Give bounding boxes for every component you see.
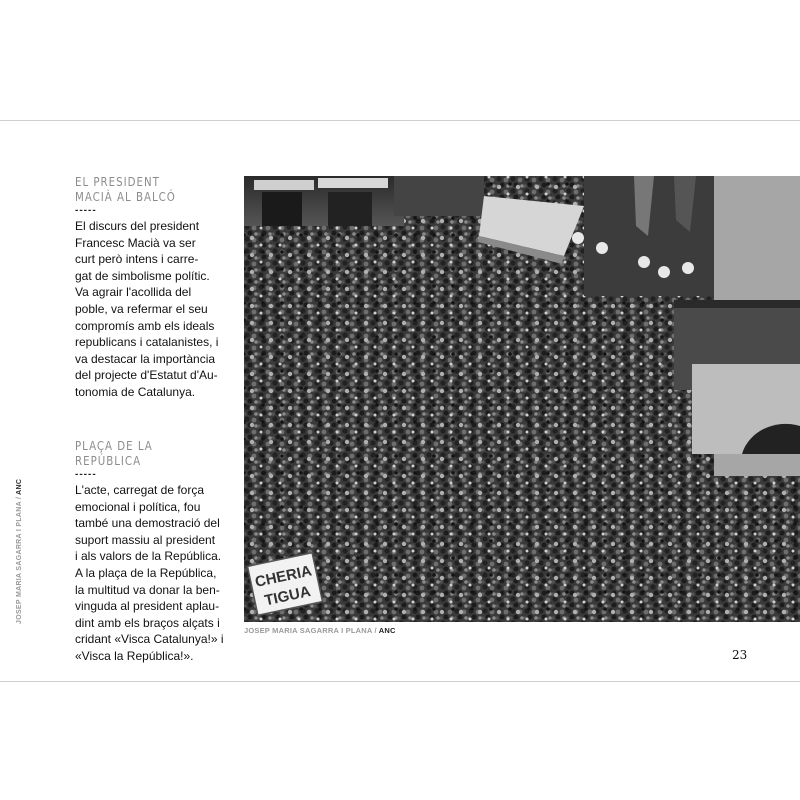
section-dashes: ----- [75,469,97,480]
watermark-text-2: TIGUA [263,583,313,610]
vertical-credit-author: JOSEP MARIA SAGARRA I PLANA / [16,494,23,624]
vertical-credit-source: ANC [16,478,23,495]
section-dashes: ----- [75,205,97,216]
section-body: El discurs del president Francesc Macià va ser curt però intens i carre- gat de simbolisme polític. Va agrair l'acollida del poble, va refermar el seu compromís amb els ideals republicans i catalanistes, i va destacar la importància del projecte d'Estatut d'Au- tonomia de Catalunya. [75,219,219,399]
section-republic-square [75,438,225,665]
page-bottom-edge [0,681,800,682]
photo-credit [244,626,396,635]
crowd-photo [244,176,800,622]
section-title: PLAÇA DE LA REPÚBLICA [75,438,153,468]
section-president-balcony [75,174,225,401]
page-number: 23 [732,648,748,662]
section-title: EL PRESIDENT MACIÀ AL BALCÓ [75,174,176,204]
watermark-text-1: CHERIA [253,562,314,591]
vertical-photo-credit [16,479,23,624]
section-body: L'acte, carregat de força emocional i política, fou també una demostració del suport massiu al president i als valors de la República. A la plaça de la República, la multitud va donar la ben- vinguda al president aplau- dint amb els braços alçats i cridant «Visca Catalunya!» i «Visca la República!». [75,483,224,663]
photo-credit-source: ANC [378,626,396,635]
page-top-edge [0,120,800,121]
photo-credit-author: JOSEP MARIA SAGARRA I PLANA / [244,626,379,635]
